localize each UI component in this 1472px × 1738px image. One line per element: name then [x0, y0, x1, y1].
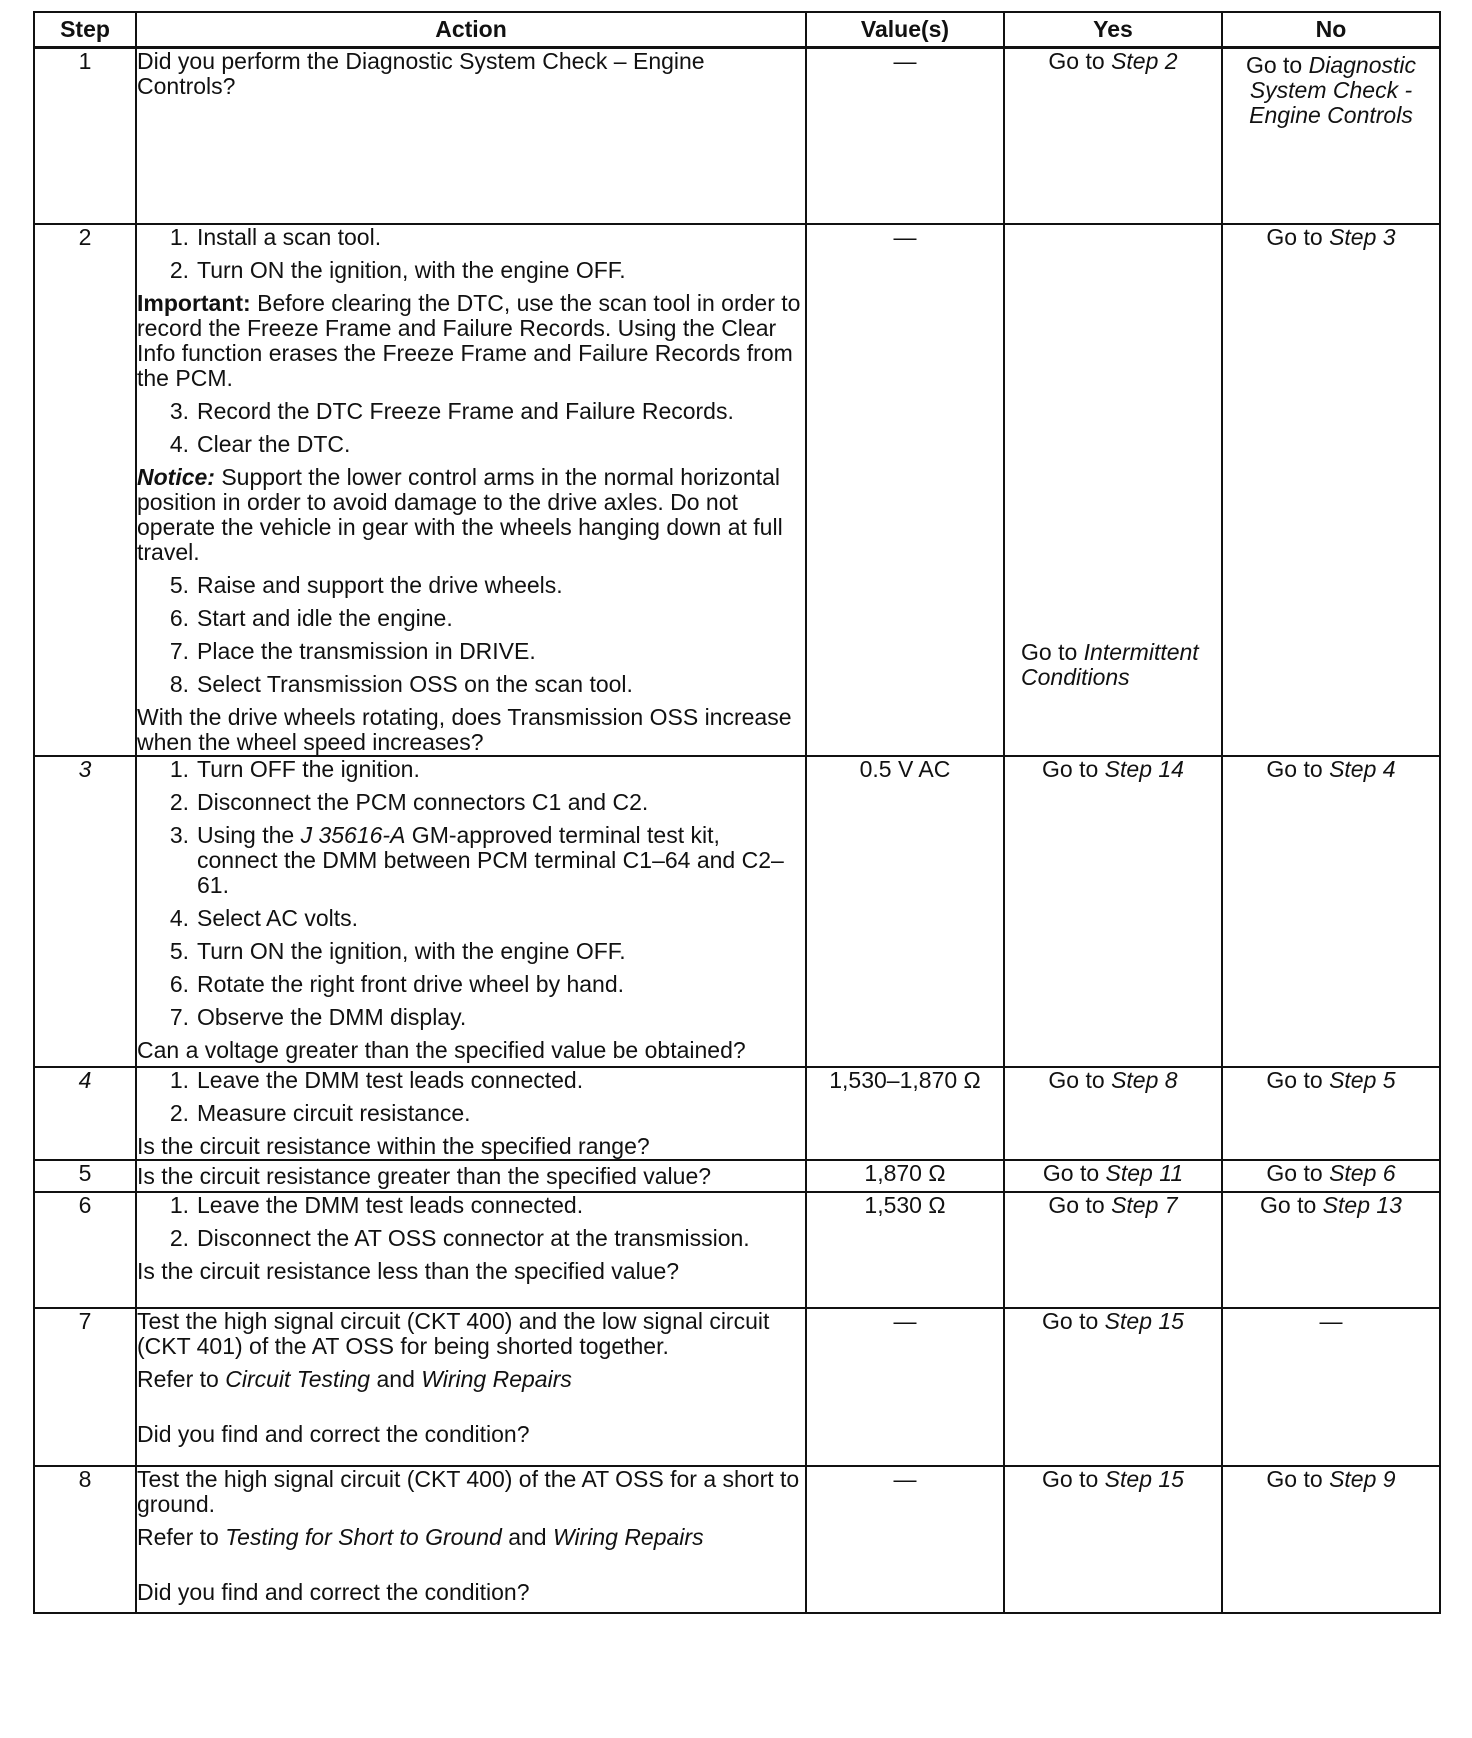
goto-prefix: Go to: [1266, 223, 1330, 250]
value-cell: —: [806, 1466, 1004, 1613]
procedure-link[interactable]: Wiring Repairs: [421, 1365, 572, 1392]
table-row: [34, 1308, 1440, 1466]
value-cell: —: [806, 48, 1004, 224]
goto-prefix: Go to: [1266, 755, 1330, 782]
yes-cell: [1004, 1192, 1222, 1308]
step-link[interactable]: Step 4: [1329, 755, 1396, 782]
step-link[interactable]: Step 3: [1329, 223, 1396, 250]
question-text: With the drive wheels rotating, does Transmission OSS increase when the wheel speed increases?: [137, 703, 792, 755]
step-number: 4: [34, 1067, 136, 1160]
yes-cell: [1004, 756, 1222, 1067]
yes-cell: [1004, 1067, 1222, 1160]
step-number: 7: [34, 1308, 136, 1466]
question-text: Did you find and correct the condition?: [137, 1578, 530, 1605]
procedure-link[interactable]: Circuit Testing: [225, 1365, 371, 1392]
list-item: 3. Record the DTC Freeze Frame and Failure Records.: [169, 397, 734, 424]
step-number: 2: [34, 224, 136, 756]
list-item: 1. Install a scan tool.: [169, 223, 382, 250]
important-note: Important: Before clearing the DTC, use the scan tool in order to record the Freeze Frame and Failure Records. Using the Clear Info function erases the Freeze Frame and Failure Records from the PCM.: [137, 289, 801, 391]
step-link[interactable]: Step 9: [1329, 1465, 1396, 1492]
action-cell: [136, 1067, 806, 1160]
step-link[interactable]: Step 2: [1111, 48, 1178, 74]
table-row: [34, 224, 1440, 756]
list-item: 5. Raise and support the drive wheels.: [169, 571, 563, 598]
list-item: 4. Clear the DTC.: [169, 430, 351, 457]
procedure-link[interactable]: Testing for Short to Ground: [225, 1523, 502, 1550]
question-text: Can a voltage greater than the specified value be obtained?: [137, 1036, 746, 1063]
step-link[interactable]: Step 15: [1104, 1465, 1184, 1492]
goto-prefix: Go to: [1042, 1159, 1106, 1186]
list-item: 2. Turn ON the ignition, with the engine OFF.: [169, 256, 626, 283]
question-text: Did you find and correct the condition?: [137, 1420, 530, 1447]
step-number: 8: [34, 1466, 136, 1613]
table-row: [34, 48, 1440, 224]
question-text: Is the circuit resistance within the specified range?: [137, 1132, 650, 1159]
list-item: 6. Start and idle the engine.: [169, 604, 453, 631]
header-row: [34, 12, 1440, 48]
instruction-text: Test the high signal circuit (CKT 400) and the low signal circuit (CKT 401) of the AT OSS for being shorted together.: [137, 1307, 770, 1359]
refer-text: Refer to Testing for Short to Ground and Wiring Repairs: [137, 1523, 704, 1550]
no-cell: [1222, 1160, 1440, 1192]
goto-prefix: Go to: [1042, 1307, 1105, 1334]
list-item: 2. Disconnect the PCM connectors C1 and C2.: [169, 788, 649, 815]
step-link[interactable]: Step 7: [1111, 1191, 1178, 1218]
table-row: [34, 1466, 1440, 1613]
action-cell: [136, 224, 806, 756]
step-link[interactable]: Step 6: [1329, 1159, 1396, 1186]
procedure-link[interactable]: Diagnostic System Check - Engine Controls: [1249, 52, 1417, 128]
no-cell: [1222, 224, 1440, 756]
header-no: No: [1222, 12, 1440, 48]
no-cell: —: [1222, 1308, 1440, 1466]
question-text: Is the circuit resistance less than the specified value?: [137, 1257, 680, 1284]
goto-prefix: Go to: [1266, 1066, 1330, 1093]
list-item: 2. Measure circuit resistance.: [169, 1099, 471, 1126]
list-item: 4. Select AC volts.: [169, 904, 359, 931]
list-item: 5. Turn ON the ignition, with the engine OFF.: [169, 937, 626, 964]
action-cell: [136, 1192, 806, 1308]
list-item: 1. Leave the DMM test leads connected.: [169, 1066, 584, 1093]
value-cell: 1,530–1,870 Ω: [806, 1067, 1004, 1160]
step-link[interactable]: Step 15: [1104, 1307, 1184, 1334]
procedure-link[interactable]: Wiring Repairs: [552, 1523, 704, 1550]
header-action: Action: [136, 12, 806, 48]
step-link[interactable]: Step 8: [1111, 1066, 1178, 1093]
value-cell: 1,530 Ω: [806, 1192, 1004, 1308]
tool-reference: J 35616-A: [300, 821, 406, 848]
step-number: 1: [34, 48, 136, 224]
list-item: 1. Leave the DMM test leads connected.: [169, 1191, 584, 1218]
header-yes: Yes: [1004, 12, 1222, 48]
action-cell: [136, 1466, 806, 1613]
goto-prefix: Go to: [1245, 52, 1309, 78]
goto-prefix: Go to: [1021, 638, 1084, 665]
list-item: 7. Place the transmission in DRIVE.: [169, 637, 536, 664]
yes-cell: [1004, 1466, 1222, 1613]
list-item: 8. Select Transmission OSS on the scan tool.: [169, 670, 633, 697]
diagnostic-table: [33, 11, 1441, 1614]
list-item: 3. Using the J 35616-A GM-approved terminal test kit, connect the DMM between PCM terminal C1–64 and C2–61.: [169, 821, 784, 898]
goto-prefix: Go to: [1042, 1465, 1105, 1492]
list-item: 2. Disconnect the AT OSS connector at the transmission.: [169, 1224, 750, 1251]
notice-note: Notice: Support the lower control arms in the normal horizontal position in order to avoid damage to the drive axles. Do not operate the vehicle in gear with the wheels hanging down at full travel.: [137, 463, 783, 565]
no-cell: [1222, 1192, 1440, 1308]
header-step: Step: [34, 12, 136, 48]
table-row: [34, 1160, 1440, 1192]
step-link[interactable]: Step 5: [1329, 1066, 1396, 1093]
goto-prefix: Go to: [1048, 48, 1112, 74]
action-cell: [136, 756, 806, 1067]
list-item: 1. Turn OFF the ignition.: [169, 755, 420, 782]
table-row: [34, 756, 1440, 1067]
yes-cell: [1004, 224, 1222, 756]
question-text: Is the circuit resistance greater than the specified value?: [137, 1162, 712, 1189]
step-number: 6: [34, 1192, 136, 1308]
step-link[interactable]: Step 11: [1105, 1159, 1184, 1186]
header-values: Value(s): [806, 12, 1004, 48]
action-cell: [136, 48, 806, 224]
action-cell: [136, 1308, 806, 1466]
value-cell: 0.5 V AC: [806, 756, 1004, 1067]
goto-prefix: Go to: [1266, 1465, 1330, 1492]
table-row: [34, 1067, 1440, 1160]
value-cell: 1,870 Ω: [806, 1160, 1004, 1192]
instruction-text: Test the high signal circuit (CKT 400) of the AT OSS for a short to ground.: [137, 1465, 800, 1517]
step-link[interactable]: Step 14: [1104, 755, 1184, 782]
yes-cell: [1004, 1308, 1222, 1466]
table-row: [34, 1192, 1440, 1308]
no-cell: [1222, 48, 1440, 224]
goto-prefix: Go to: [1260, 1191, 1323, 1218]
goto-prefix: Go to: [1048, 1191, 1112, 1218]
goto-prefix: Go to: [1048, 1066, 1112, 1093]
no-cell: [1222, 1067, 1440, 1160]
goto-prefix: Go to: [1266, 1159, 1330, 1186]
step-number: 5: [34, 1160, 136, 1192]
goto-prefix: Go to: [1042, 755, 1105, 782]
step-number: 3: [34, 756, 136, 1067]
step-link[interactable]: Step 13: [1322, 1191, 1402, 1218]
yes-cell: [1004, 1160, 1222, 1192]
no-cell: [1222, 1466, 1440, 1613]
procedure-link[interactable]: Intermittent Conditions: [1021, 638, 1199, 690]
question-text: Did you perform the Diagnostic System Check – Engine Controls?: [137, 48, 705, 99]
list-item: 6. Rotate the right front drive wheel by hand.: [169, 970, 625, 997]
value-cell: —: [806, 224, 1004, 756]
refer-text: Refer to Circuit Testing and Wiring Repairs: [137, 1365, 572, 1392]
action-cell: [136, 1160, 806, 1192]
no-cell: [1222, 756, 1440, 1067]
value-cell: —: [806, 1308, 1004, 1466]
yes-cell: [1004, 48, 1222, 224]
list-item: 7. Observe the DMM display.: [169, 1003, 467, 1030]
